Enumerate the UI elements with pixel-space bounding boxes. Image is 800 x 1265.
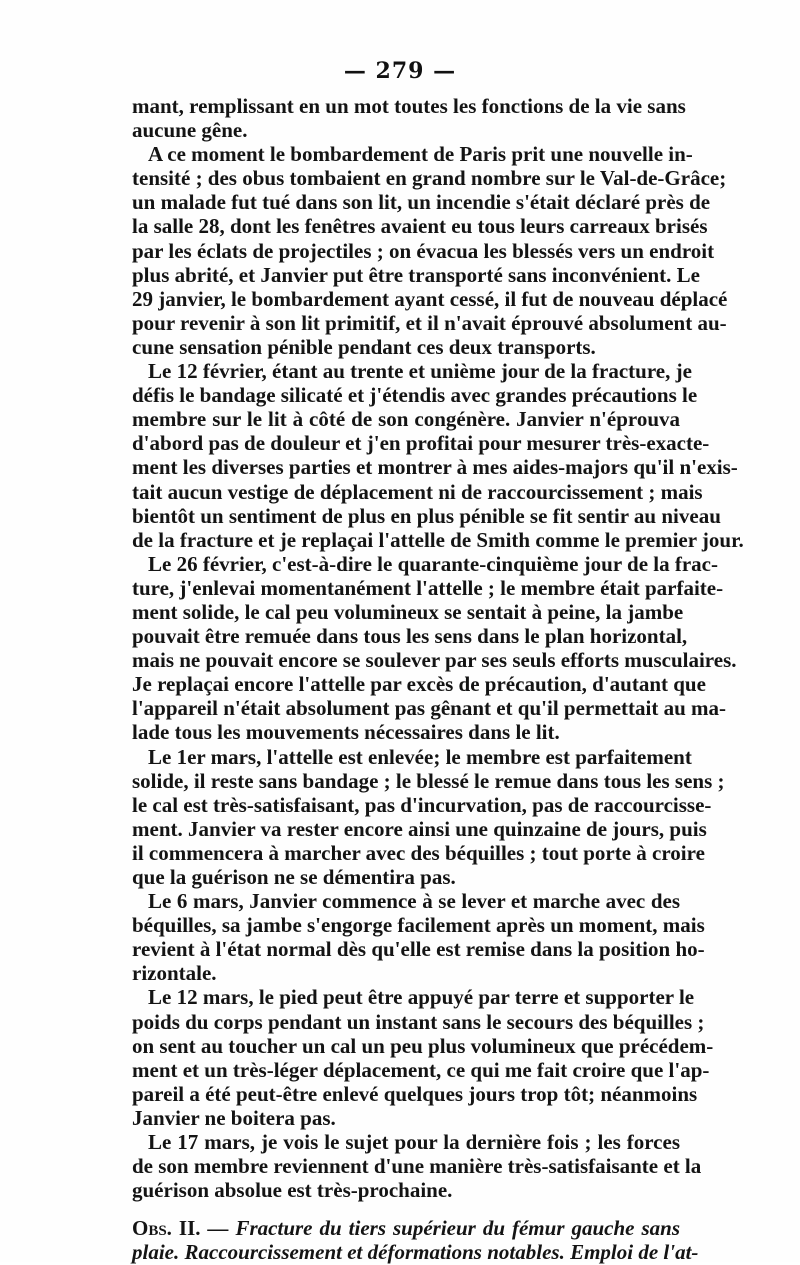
text-line: mant, remplissant en un mot toutes les fonctions de la vie sans <box>132 94 686 118</box>
text-line: ment solide, le cal peu volumineux se sentait à peine, la jambe <box>132 599 684 624</box>
text-line: l'appareil n'était absolument pas gênant et qu'il permettait au ma- <box>132 696 727 721</box>
text-line: mais ne pouvait encore se soulever par ses seuls efforts musculaires. <box>132 648 737 673</box>
text-line: d'abord pas de douleur et j'en profitai pour mesurer très-exacte- <box>132 431 710 456</box>
text-line: Le 12 mars, le pied peut être appuyé par terre et supporter le <box>148 985 695 1010</box>
text-line: rizontale. <box>132 961 217 986</box>
text-line: tait aucun vestige de déplacement ni de raccourcissement ; mais <box>132 479 703 504</box>
text-line: Le 6 mars, Janvier commence à se lever et marche avec des <box>148 889 680 914</box>
text-line: membre sur le lit à côté de son congénère. Janvier n'éprouva <box>132 407 680 432</box>
text-line: cune sensation pénible pendant ces deux transports. <box>132 334 596 359</box>
text-line: solide, il reste sans bandage ; le blessé le remue dans tous les sens ; <box>132 768 725 793</box>
text-line: guérison absolue est très-prochaine. <box>132 1178 453 1203</box>
page-number: — 279 — <box>343 58 457 84</box>
text-line: A ce moment le bombardement de Paris prit une nouvelle in- <box>148 142 693 167</box>
text-line: la salle 28, dont les fenêtres avaient eu tous leurs carreaux brisés <box>132 214 708 239</box>
text-line: béquilles, sa jambe s'engorge facilement après un moment, mais <box>132 913 705 938</box>
text-line: lade tous les mouvements nécessaires dans le lit. <box>132 720 560 745</box>
text-line: il commencera à marcher avec des béquilles ; tout porte à croire <box>132 840 705 865</box>
text-line: Le 26 février, c'est-à-dire le quarante-cinquième jour de la frac- <box>148 551 718 576</box>
observation-line-2: plaie. Raccourcissement et déformations notables. Emploi de l'at- <box>132 1240 699 1265</box>
text-line: ment les diverses parties et montrer à mes aides-majors qu'il n'exis- <box>132 455 738 480</box>
observation-label: Obs. II. <box>132 1216 201 1241</box>
text-line: que la guérison ne se démentira pas. <box>132 865 456 889</box>
observation-heading <box>132 1216 699 1265</box>
text-line: ment et un très-léger déplacement, ce qui me fait croire que l'ap- <box>132 1057 710 1082</box>
text-line: par les éclats de projectiles ; on évacua les blessés vers un endroit <box>132 238 715 263</box>
text-line: Je replaçai encore l'attelle par excès de précaution, d'autant que <box>132 672 706 697</box>
text-line: Janvier ne boitera pas. <box>132 1105 336 1130</box>
text-line: Le 17 mars, je vois le sujet pour la dernière fois ; les forces <box>148 1130 680 1155</box>
text-line: plus abrité, et Janvier put être transporté sans inconvénient. Le <box>132 262 700 287</box>
section-gap <box>132 1202 680 1216</box>
text-line: le cal est très-satisfaisant, pas d'incurvation, pas de raccourcisse- <box>132 792 712 817</box>
observation-title-part1: — Fracture du tiers supérieur du fémur gauche sans <box>200 1216 680 1241</box>
text-line: Le 1er mars, l'attelle est enlevée; le membre est parfaitement <box>148 744 692 769</box>
text-line: de son membre reviennent d'une manière très-satisfaisante et la <box>132 1154 702 1179</box>
text-line: pouvait être remuée dans tous les sens dans le plan horizontal, <box>132 624 688 649</box>
text-line: bientôt un sentiment de plus en plus pénible se fit sentir au niveau <box>132 503 721 528</box>
text-line: ment. Janvier va rester encore ainsi une quinzaine de jours, puis <box>132 816 707 841</box>
body-text <box>132 94 744 1265</box>
observation-line-1 <box>132 1216 680 1240</box>
text-line: défis le bandage silicaté et j'étendis avec grandes précautions le <box>132 383 698 408</box>
text-line: poids du corps pendant un instant sans le secours des béquilles ; <box>132 1009 705 1034</box>
text-line: pour revenir à son lit primitif, et il n'avait éprouvé absolument au- <box>132 310 727 335</box>
text-line: un malade fut tué dans son lit, un incendie s'était déclaré près de <box>132 190 711 215</box>
paragraph-lines <box>132 94 744 1203</box>
text-line: on sent au toucher un cal un peu plus volumineux que précédem- <box>132 1033 714 1058</box>
text-line: revient à l'état normal dès qu'elle est remise dans la position ho- <box>132 937 705 962</box>
text-line: tensité ; des obus tombaient en grand nombre sur le Val-de-Grâce; <box>132 166 727 191</box>
text-line: ture, j'enlevai momentanément l'attelle ; le membre était parfaite- <box>132 575 724 600</box>
text-line: aucune gêne. <box>132 118 248 143</box>
text-line: de la fracture et je replaçai l'attelle de Smith comme le premier jour. <box>132 527 744 552</box>
text-line: Le 12 février, étant au trente et unième jour de la fracture, je <box>148 359 692 384</box>
text-line: 29 janvier, le bombardement ayant cessé, il fut de nouveau déplacé <box>132 286 728 311</box>
text-line: pareil a été peut-être enlevé quelques jours trop tôt; néanmoins <box>132 1081 698 1106</box>
